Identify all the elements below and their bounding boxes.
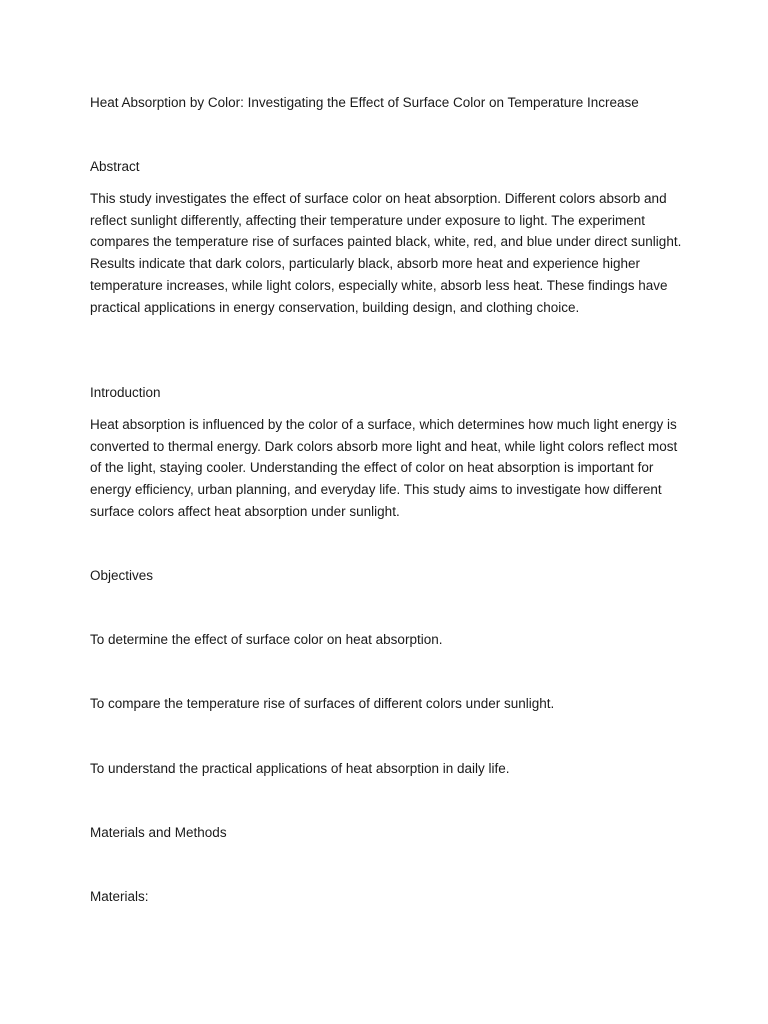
objective-item: To compare the temperature rise of surfaces of different colors under sunlight.: [90, 696, 555, 711]
introduction-heading: Introduction: [90, 385, 161, 400]
objective-item: To determine the effect of surface color on heat absorption.: [90, 632, 443, 647]
objectives-heading: Objectives: [90, 568, 154, 583]
abstract-heading: Abstract: [90, 159, 140, 174]
materials-label: Materials:: [90, 889, 149, 904]
materials-methods-heading: Materials and Methods: [90, 825, 227, 840]
objective-item: To understand the practical applications of heat absorption in daily life.: [90, 761, 510, 776]
introduction-paragraph: Heat absorption is influenced by the color of a surface, which determines how much light energy is converted to thermal energy. Dark colors absorb more light and heat, while light colors reflect most of the light, staying cooler. Understanding the effect of color on heat absorption is important for energy efficiency, urban planning, and everyday life. This study aims to investigate how different surface colors affect heat absorption under sunlight.: [90, 417, 678, 519]
abstract-paragraph: This study investigates the effect of surface color on heat absorption. Different colors absorb and reflect sunlight differently, affecting their temperature under exposure to light. The experiment compares the temperature rise of surfaces painted black, white, red, and blue under direct sunlight. Results indicate that dark colors, particularly black, absorb more heat and experience higher temperature increases, while light colors, especially white, absorb less heat. These findings have practical applications in energy conservation, building design, and clothing choice.: [90, 191, 682, 315]
document-title: Heat Absorption by Color: Investigating the Effect of Surface Color on Temperature Increase: [90, 95, 639, 110]
